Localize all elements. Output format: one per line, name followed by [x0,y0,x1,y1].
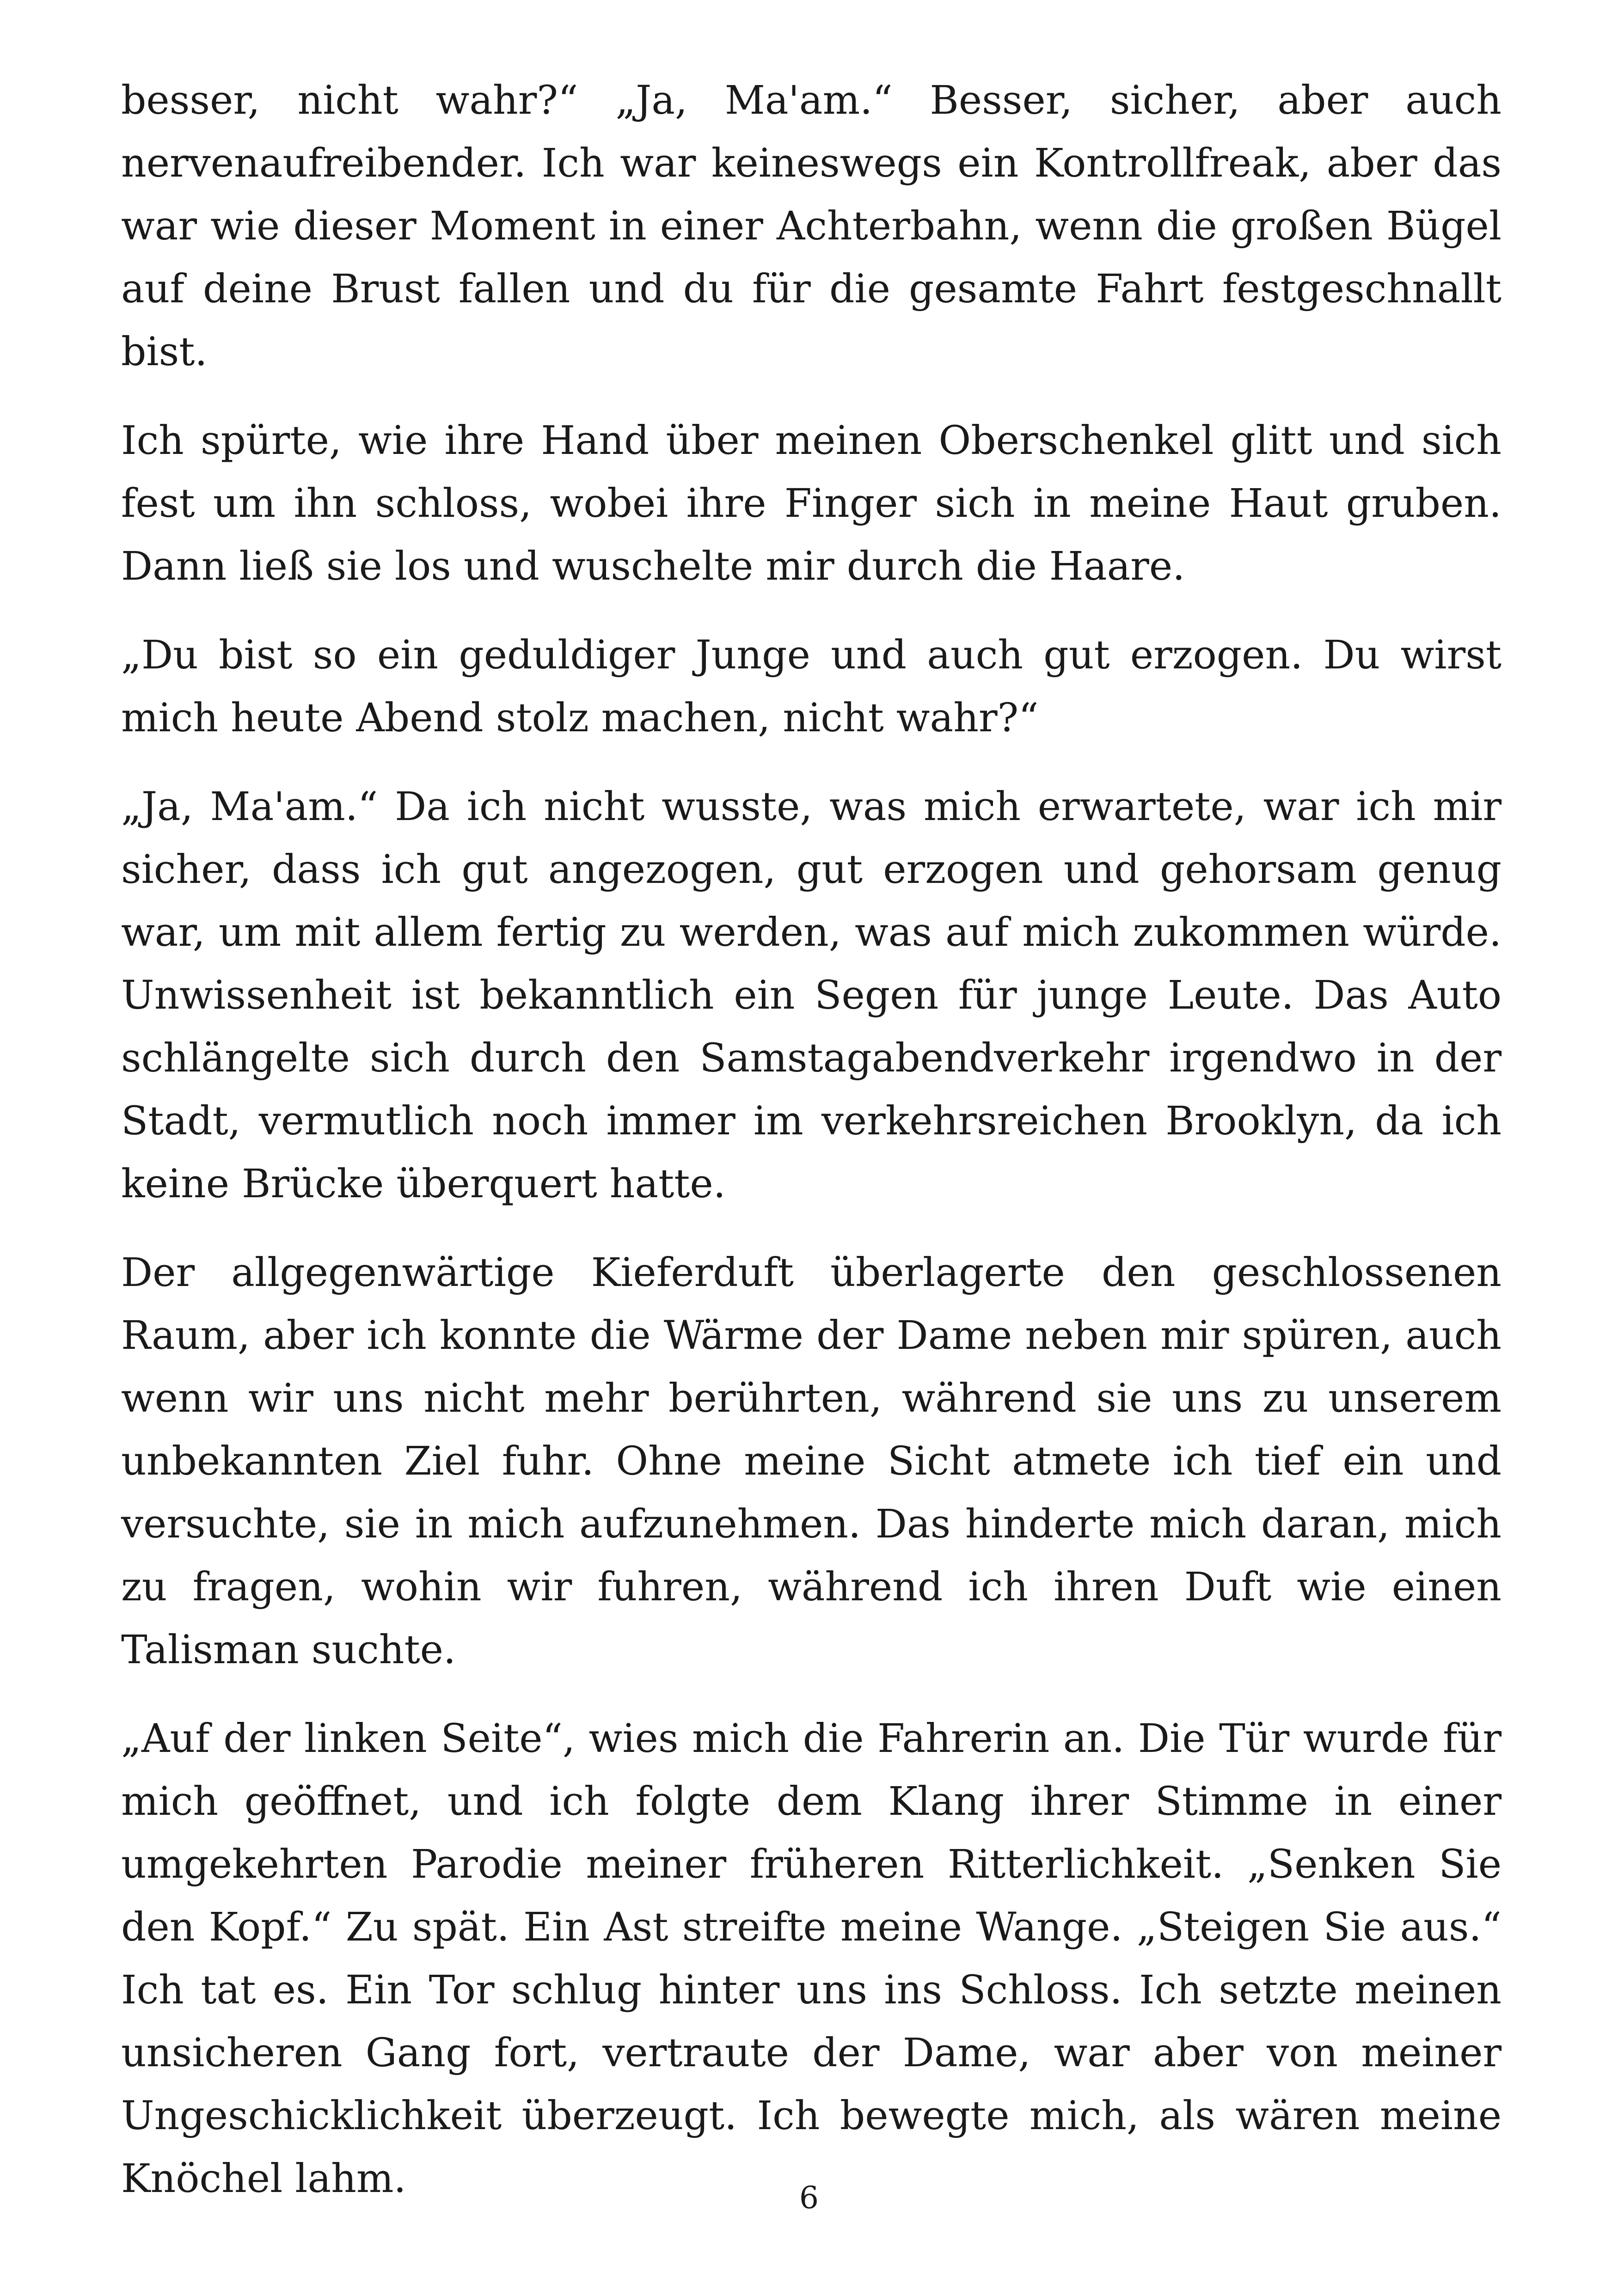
paragraph-1: besser, nicht wahr?“ „Ja, Ma'am.“ Besser, sicher, aber auch nervenaufreibender. Ich war keineswegs ein Kontrollfreak, aber das war wie dieser Moment in einer Achterbahn, wenn die großen Bügel auf deine Brust fallen und du für die gesamte Fahrt festgeschnallt bist. [121,78,1502,375]
paragraph-3: „Du bist so ein geduldiger Junge und auch gut erzogen. Du wirst mich heute Abend stolz machen, nicht wahr?“ [121,632,1502,741]
paragraph-4: „Ja, Ma'am.“ Da ich nicht wusste, was mich erwartete, war ich mir sicher, dass ich gut angezogen, gut erzogen und gehorsam genug war, um mit allem fertig zu werden, was auf mich zukommen würde. Unwissenheit ist bekanntlich ein Segen für junge Leute. Das Auto schlängelte sich durch den Samstagabendverkehr irgendwo in der Stadt, vermutlich noch immer im verkehrsreichen Brooklyn, da ich keine Brücke überquert hatte. [121,784,1502,1207]
paragraph-6: „Auf der linken Seite“, wies mich die Fahrerin an. Die Tür wurde für mich geöffnet, und ich folgte dem Klang ihrer Stimme in einer umgekehrten Parodie meiner früheren Ritterlichkeit. „Senken Sie den Kopf.“ Zu spät. Ein Ast streifte meine Wange. „Steigen Sie aus.“ Ich tat es. Ein Tor schlug hinter uns ins Schloss. Ich setzte meinen unsicheren Gang fort, vertraute der Dame, war aber von meiner Ungeschicklichkeit überzeugt. Ich bewegte mich, als wären meine Knöchel lahm. [121,1716,1502,2202]
paragraph-5: Der allgegenwärtige Kieferduft überlagerte den geschlossenen Raum, aber ich konnte die Wärme der Dame neben mir spüren, auch wenn wir uns nicht mehr berührten, während sie uns zu unserem unbekannten Ziel fuhr. Ohne meine Sicht atmete ich tief ein und versuchte, sie in mich aufzunehmen. Das hinderte mich daran, mich zu fragen, wohin wir fuhren, während ich ihren Duft wie einen Talisman suchte. [121,1250,1502,1673]
body-text [121,69,1502,2236]
paragraph-2: Ich spürte, wie ihre Hand über meinen Oberschenkel glitt und sich fest um ihn schloss, wobei ihre Finger sich in meine Haut gruben. Dann ließ sie los und wuschelte mir durch die Haare. [121,418,1502,589]
page-number: 6 [799,2180,819,2216]
